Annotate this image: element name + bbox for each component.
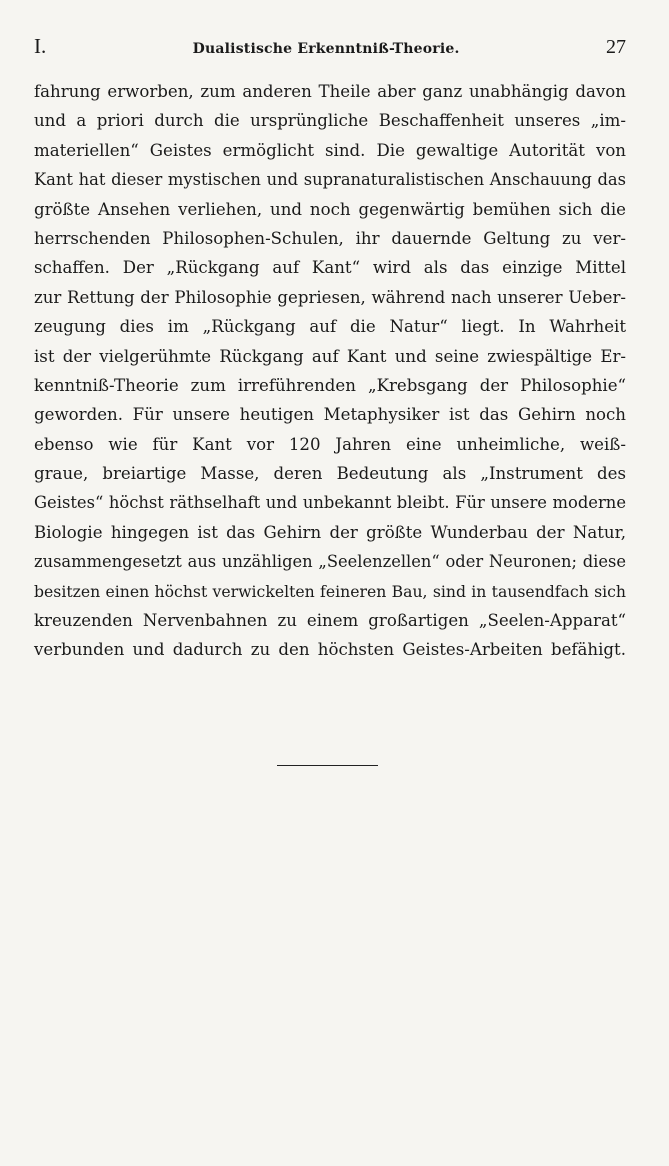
text-line: graue, breiartige Masse, deren Bedeutung als „Instrument des (34, 464, 626, 484)
text-line: geworden. Für unsere heutigen Metaphysiker ist das Gehirn noch (34, 405, 626, 425)
text-line: verbunden und dadurch zu den höchsten Geistes-Arbeiten befähigt. (34, 640, 626, 660)
text-line: ist der vielgerühmte Rückgang auf Kant und seine zwiespältige Er- (34, 346, 626, 366)
text-line: besitzen einen höchst verwickelten feineren Bau, sind in tausendfach sich (34, 581, 626, 601)
text-line: kreuzenden Nervenbahnen zu einem großartigen „Seelen-Apparat“ (34, 611, 626, 631)
text-line: materiellen“ Geistes ermöglicht sind. Die gewaltige Autorität von (34, 140, 626, 160)
running-title: Dualistische Erkenntniß-Theorie. (192, 41, 460, 57)
section-number: I. (34, 34, 47, 58)
text-line: Biologie hingegen ist das Gehirn der größte Wunderbau der Natur, (34, 522, 626, 542)
text-line: ebenso wie für Kant vor 120 Jahren eine unheimliche, weiß- (34, 434, 626, 454)
running-head (34, 34, 626, 64)
text-line: und a priori durch die ursprüngliche Beschaffenheit unseres „im- (34, 111, 626, 131)
body-paragraph (34, 77, 626, 665)
text-line: Kant hat dieser mystischen und supranaturalistischen Anschauung das (34, 170, 626, 190)
text-line: fahrung erworben, zum anderen Theile aber ganz unabhängig davon (34, 82, 626, 101)
text-line: herrschenden Philosophen-Schulen, ihr dauernde Geltung zu ver- (34, 228, 626, 248)
page-number: 27 (605, 36, 626, 58)
text-line: größte Ansehen verliehen, und noch gegenwärtig bemühen sich die (34, 199, 626, 219)
text-line: zusammengesetzt aus unzähligen „Seelenzellen“ oder Neuronen; diese (34, 552, 626, 572)
text-line: zur Rettung der Philosophie gepriesen, während nach unserer Ueber- (34, 287, 626, 307)
text-line: kenntniß-Theorie zum irreführenden „Krebsgang der Philosophie“ (34, 375, 626, 395)
section-divider (277, 765, 378, 766)
text-line: Geistes“ höchst räthselhaft und unbekannt bleibt. Für unsere moderne (34, 493, 626, 513)
text-line: schaffen. Der „Rückgang auf Kant“ wird als das einzige Mittel (34, 258, 626, 278)
text-line: zeugung dies im „Rückgang auf die Natur“ liegt. In Wahrheit (34, 317, 626, 337)
